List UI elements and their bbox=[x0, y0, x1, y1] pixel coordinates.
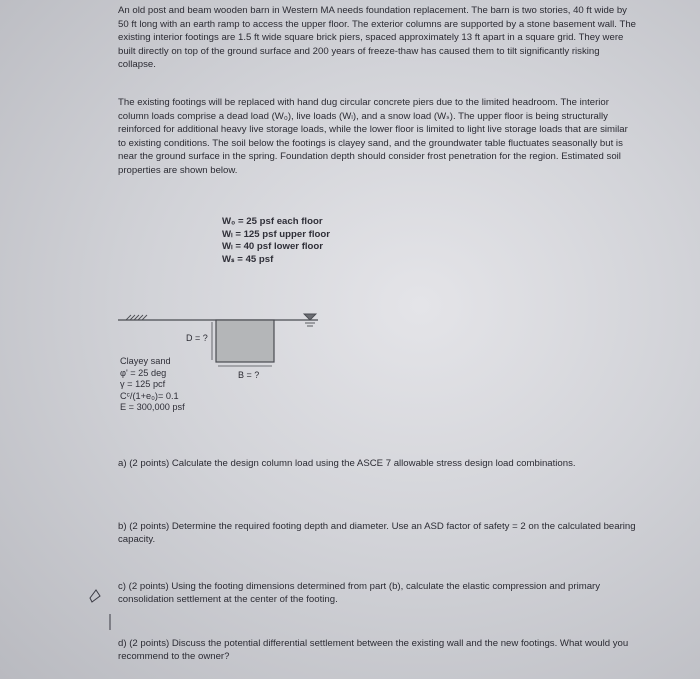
compression-ratio: Cᶜ/(1+e₀)= 0.1 bbox=[120, 390, 179, 401]
question-a: a) (2 points) Calculate the design column load using the ASCE 7 allowable stress design load combinations. bbox=[118, 458, 576, 469]
footing-description-paragraph: The existing footings will be replaced with hand dug circular concrete piers due to the limited headroom. The interior column loads comprise a dead load (W₀), live loads (Wₗ), and a snow load (Wₛ). The upper floor is being structurally reinforced for additional heavy live storage loads, while the lower floor is limited to light live storage loads that are similar to existing conditions. The soil below the footings is clayey sand, and the groundwater table fluctuates seasonally but is near the ground surface in the spring. Foundation depth should consider frost penetration for the region. Estimated soil properties are shown below. bbox=[118, 97, 628, 176]
soil-type: Clayey sand bbox=[120, 356, 171, 366]
live-load-upper: Wₗ = 125 psf upper floor bbox=[222, 228, 330, 240]
depth-label: D = ? bbox=[186, 333, 208, 343]
load-list bbox=[222, 216, 330, 266]
pen-scribble-icon bbox=[80, 584, 120, 639]
width-label: B = ? bbox=[238, 370, 260, 380]
question-b: b) (2 points) Determine the required footing depth and diameter. Use an ASD factor of safety = 2 on the calculated bearing capacity. bbox=[118, 521, 636, 545]
unit-weight: γ = 125 pcf bbox=[120, 379, 166, 390]
question-c: c) (2 points) Using the footing dimensions determined from part (b), calculate the elastic compression and primary consolidation settlement at the center of the footing. bbox=[118, 581, 601, 605]
live-load-lower: Wₗ = 40 psf lower floor bbox=[222, 241, 324, 252]
dead-load: W₀ = 25 psf each floor bbox=[222, 216, 323, 227]
friction-angle: φ' = 25 deg bbox=[120, 367, 167, 378]
ground-hatch-icon bbox=[126, 315, 147, 320]
intro-paragraph: An old post and beam wooden barn in Western MA needs foundation replacement. The barn is two stories, 40 ft wide by 50 ft long with an earth ramp to access the upper floor. The exterior columns are supported by a stone basement wall. The existing interior footings are 1.5 ft wide square brick piers, spaced approximately 13 ft apart in a square grid. They were built directly on top of the ground surface and 200 years of freeze-thaw has caused them to tilt significantly risking collapse. bbox=[118, 5, 636, 71]
snow-load: Wₛ = 45 psf bbox=[222, 253, 274, 265]
question-d: d) (2 points) Discuss the potential differential settlement between the existing wall and the new footings. What would you recommend to the owner? bbox=[118, 638, 629, 662]
elastic-modulus: E = 300,000 psf bbox=[120, 402, 185, 413]
footing-block bbox=[216, 320, 274, 362]
soil-properties bbox=[120, 356, 185, 414]
